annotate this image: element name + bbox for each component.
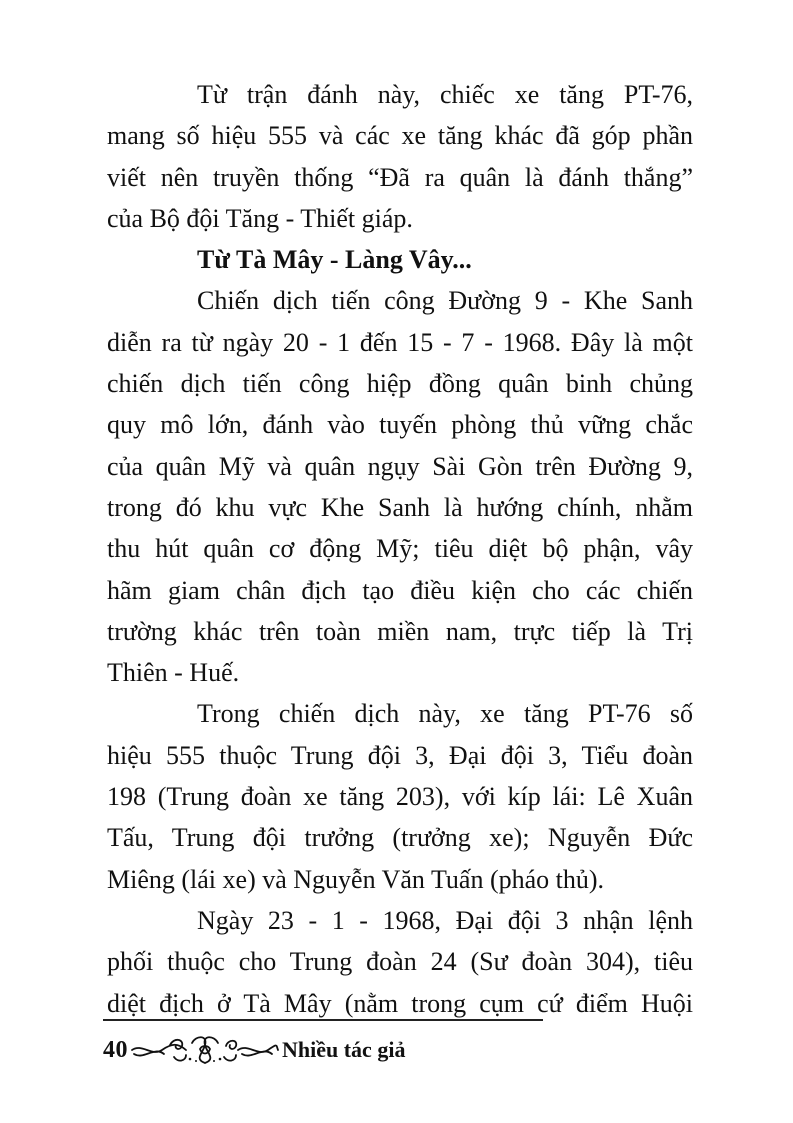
scroll-ornament-icon [130,1033,280,1067]
paragraph-line: của quân Mỹ và quân ngụy Sài Gòn trên Đường 9, [107,451,693,481]
paragraph-line: mang số hiệu 555 và các xe tăng khác đã góp phần [107,121,693,151]
paragraph-line: diệt địch ở Tà Mây (nằm trong cụm cứ điểm Huội [107,988,693,1018]
paragraph-2 [107,280,693,693]
paragraph-line: hiệu 555 thuộc Trung đội 3, Đại đội 3, Tiểu đoàn [107,740,693,770]
body-text [107,74,693,1024]
page-footer [103,1030,405,1070]
paragraph-1 [107,74,693,239]
paragraph-line: Trong chiến dịch này, xe tăng PT-76 số [197,699,693,729]
paragraph-line: viết nên truyền thống “Đã ra quân là đánh thắng” [107,162,693,192]
paragraph-line: Tấu, Trung đội trưởng (trưởng xe); Nguyễn Đức [107,823,693,853]
paragraph-4 [107,900,693,1024]
paragraph-line: trong đó khu vực Khe Sanh là hướng chính, nhằm [107,492,693,522]
section-heading: Từ Tà Mây - Làng Vây... [197,245,472,275]
paragraph-line: của Bộ đội Tăng - Thiết giáp. [107,203,413,233]
paragraph-line: Ngày 23 - 1 - 1968, Đại đội 3 nhận lệnh [197,905,693,935]
footer-divider [103,1019,543,1021]
paragraph-line: thu hút quân cơ động Mỹ; tiêu diệt bộ phận, vây [107,534,693,564]
page-number: 40 [103,1036,128,1063]
footer-author: Nhiều tác giả [282,1037,406,1062]
paragraph-line: diễn ra từ ngày 20 - 1 đến 15 - 7 - 1968. Đây là một [107,327,693,357]
paragraph-line: phối thuộc cho Trung đoàn 24 (Sư đoàn 304), tiêu [107,947,693,977]
paragraph-line: hãm giam chân địch tạo điều kiện cho các chiến [107,575,693,605]
paragraph-3 [107,693,693,899]
paragraph-line: Chiến dịch tiến công Đường 9 - Khe Sanh [197,286,693,316]
paragraph-line: chiến dịch tiến công hiệp đồng quân binh chủng [107,369,693,399]
paragraph-line: 198 (Trung đoàn xe tăng 203), với kíp lái: Lê Xuân [107,782,693,812]
paragraph-line: Từ trận đánh này, chiếc xe tăng PT-76, [197,80,693,109]
paragraph-line: Thiên - Huế. [107,658,240,688]
paragraph-line: trường khác trên toàn miền nam, trực tiếp là Trị [107,616,693,646]
paragraph-line: quy mô lớn, đánh vào tuyến phòng thủ vững chắc [107,410,693,440]
paragraph-line: Miêng (lái xe) và Nguyễn Văn Tuấn (pháo thủ). [107,864,605,894]
